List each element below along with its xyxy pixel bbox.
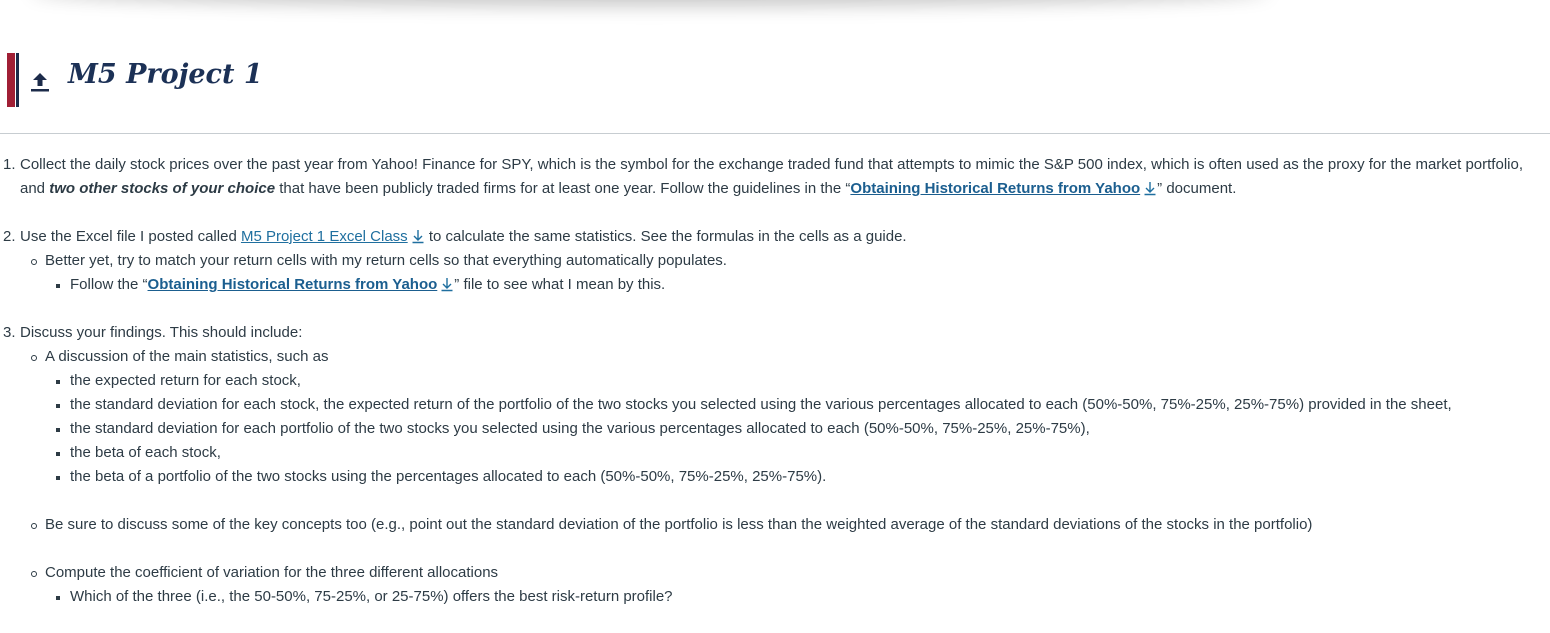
item1-text-after: ” document. — [1157, 180, 1237, 197]
item3-sub3-text: Compute the coefficient of variation for the three different allocations — [45, 564, 499, 581]
instruction-item-1 — [3, 153, 1546, 201]
item2-subsublist — [45, 273, 1546, 297]
list-item: the standard deviation for each portfolio of the two stocks you selected using the various percentages allocated to each (50%-50%, 75%-25%, 25%-75%), — [70, 417, 1546, 441]
list-item — [45, 249, 1546, 297]
list-item: the beta of each stock, — [70, 441, 1546, 465]
excel-class-link[interactable]: M5 Project 1 Excel Class — [240, 228, 408, 245]
statistics-list — [45, 369, 1546, 489]
yahoo-returns-link[interactable]: Obtaining Historical Returns from Yahoo — [147, 276, 438, 293]
item3-sublist — [20, 345, 1546, 609]
instruction-item-2 — [3, 225, 1546, 297]
item-number: 1. — [3, 156, 16, 173]
instructions-list — [0, 153, 1546, 609]
item-number: 3. — [3, 324, 16, 341]
item2-subsub-after: ” file to see what I mean by this. — [454, 276, 666, 293]
item-number: 2. — [3, 228, 16, 245]
yahoo-returns-link[interactable]: Obtaining Historical Returns from Yahoo — [850, 180, 1141, 197]
list-item — [45, 345, 1546, 489]
list-item — [70, 273, 1546, 297]
item1-text-middle: that have been publicly traded firms for at least one year. Follow the guidelines in the “ — [275, 180, 851, 197]
list-item — [45, 561, 1546, 609]
list-item: the standard deviation for each stock, the expected return of the portfolio of the two stocks you selected using the various percentages allocated to each (50%-50%, 75%-25%, 25%-75%) provided in the sheet, — [70, 393, 1546, 417]
download-icon[interactable] — [440, 276, 454, 292]
item2-text-before: Use the Excel file I posted called — [20, 228, 241, 245]
item2-subsub-before: Follow the “ — [70, 276, 148, 293]
cv-list — [45, 585, 1546, 609]
download-icon[interactable] — [411, 228, 425, 244]
item3-sub2-text: Be sure to discuss some of the key concepts too (e.g., point out the standard deviation of the portfolio is less than the weighted average of the standard deviations of the stocks in the portfolio) — [45, 516, 1313, 533]
download-icon[interactable] — [1143, 180, 1157, 196]
list-item: the expected return for each stock, — [70, 369, 1546, 393]
list-item: the beta of a portfolio of the two stocks using the percentages allocated to each (50%-50%, 75%-25%, 25%-75%). — [70, 465, 1546, 489]
list-item: Which of the three (i.e., the 50-50%, 75-25%, or 25-75%) offers the best risk-return profile? — [70, 585, 1546, 609]
item2-sublist — [20, 249, 1546, 297]
item2-sub1-text: Better yet, try to match your return cells with my return cells so that everything automatically populates. — [45, 252, 727, 269]
assignment-content — [0, 153, 1546, 633]
upload-icon[interactable] — [29, 69, 51, 93]
accent-bar-navy — [16, 53, 19, 107]
item3-text: Discuss your findings. This should include: — [20, 324, 303, 341]
item2-text-after: to calculate the same statistics. See the formulas in the cells as a guide. — [424, 228, 907, 245]
instruction-item-3 — [3, 321, 1546, 609]
accent-bar-red — [7, 53, 15, 107]
item3-sub1-text: A discussion of the main statistics, such as — [45, 348, 329, 365]
page-title: M5 Project 1 — [68, 59, 263, 90]
header-divider — [0, 133, 1550, 134]
item1-emphasis: two other stocks of your choice — [49, 180, 276, 197]
item1-text-before: Collect the daily stock prices over the past year from Yahoo! Finance for SPY, which is the symbol for the exchange traded fund that attempts to mimic the S&P 500 index, which is often used as the proxy for the market portfolio, and — [20, 156, 1523, 197]
list-item — [45, 513, 1546, 537]
